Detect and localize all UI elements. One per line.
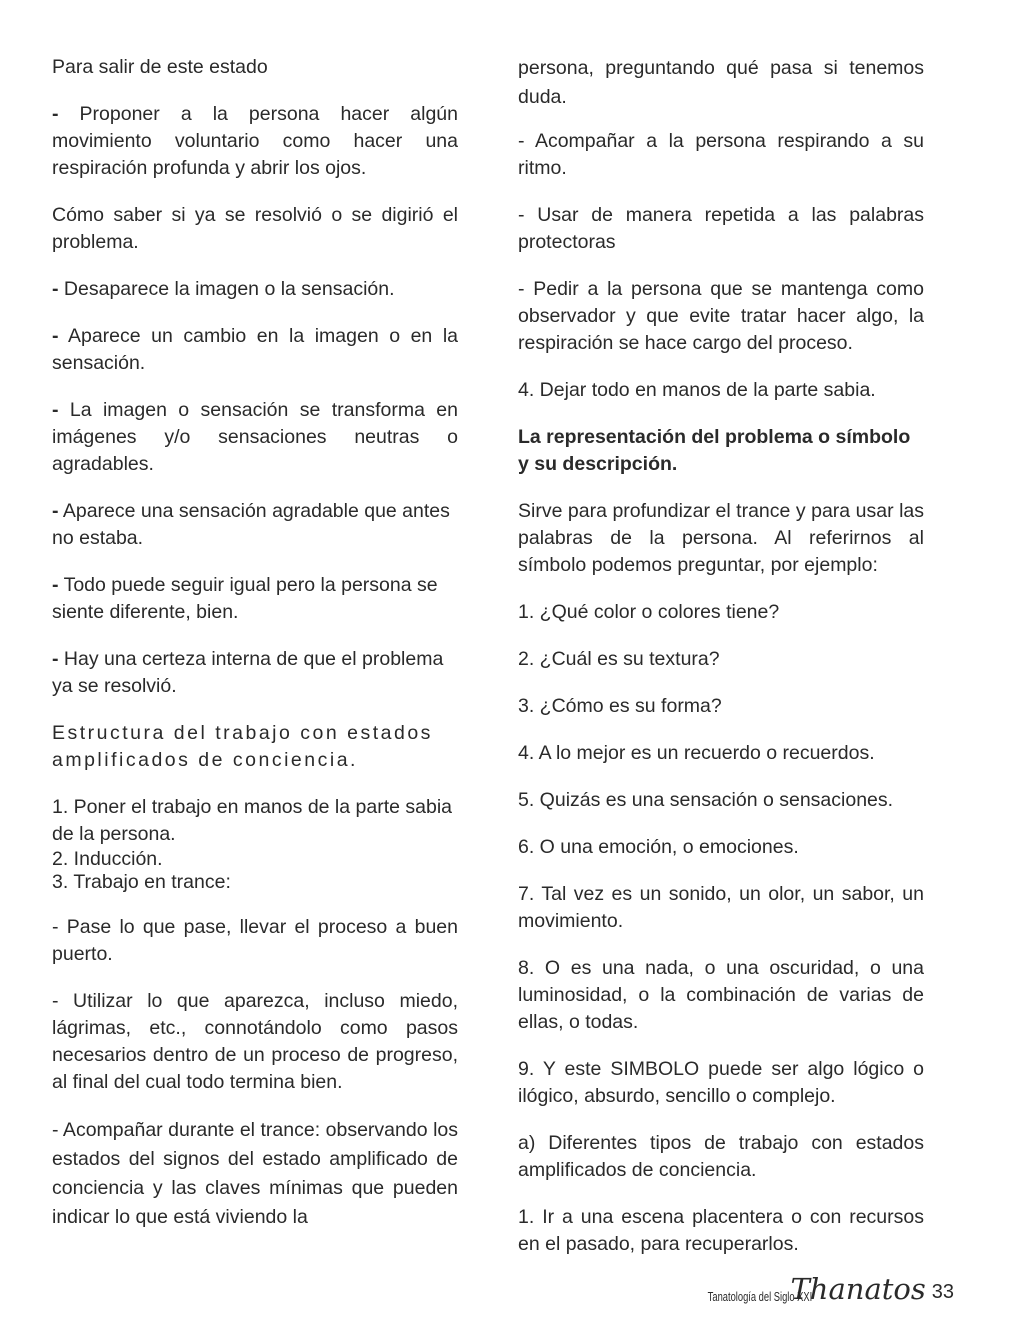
- bullet-dash: -: [52, 648, 59, 670]
- paragraph: - Utilizar lo que aparezca, incluso miedo, lágrimas, etc., connotándolo como pasos necesarios dentro de un proceso de progreso, al final del cual todo termina bien.: [52, 990, 458, 1093]
- list-item: 2. ¿Cuál es su textura?: [518, 648, 720, 670]
- list-item: 7. Tal vez es un sonido, un olor, un sabor, un movimiento.: [518, 883, 924, 932]
- list-item: 6. O una emoción, o emociones.: [518, 836, 799, 858]
- bullet-dash: -: [52, 325, 59, 347]
- magazine-logo: Thanatos: [790, 1272, 926, 1306]
- bullet-dash: -: [52, 500, 59, 522]
- page-number: 33: [931, 1281, 954, 1303]
- paragraph: - La imagen o sensación se transforma en imágenes y/o sensaciones neutras o agradables.: [52, 399, 458, 475]
- list-item: 4. A lo mejor es un recuerdo o recuerdos.: [518, 742, 875, 764]
- paragraph: - Pase lo que pase, llevar el proceso a buen puerto.: [52, 916, 458, 965]
- paragraph: - Desaparece la imagen o la sensación.: [52, 278, 395, 300]
- list-item: 1. ¿Qué color o colores tiene?: [518, 601, 780, 623]
- bullet-dash: -: [52, 278, 59, 300]
- paragraph: Para salir de este estado: [52, 56, 268, 78]
- paragraph: - Hay una certeza interna de que el problema ya se resolvió.: [52, 648, 444, 697]
- paragraph: - Pedir a la persona que se mantenga como observador y que evite tratar hacer algo, la respiración se hace cargo del proceso.: [518, 278, 924, 354]
- paragraph: - Aparece un cambio en la imagen o en la sensación.: [52, 325, 458, 374]
- list-item: 2. Inducción.: [52, 848, 163, 870]
- list-item: 1. Poner el trabajo en manos de la parte sabia de la persona.: [52, 796, 453, 845]
- paragraph: persona, preguntando qué pasa si tenemos duda.: [518, 57, 924, 108]
- paragraph: - Acompañar a la persona respirando a su ritmo.: [518, 130, 924, 179]
- right-column: [518, 54, 924, 1258]
- paragraph: - Todo puede seguir igual pero la persona se siente diferente, bien.: [52, 574, 438, 623]
- page-footer: [667, 1268, 954, 1304]
- paragraph: 4. Dejar todo en manos de la parte sabia.: [518, 379, 876, 401]
- section-heading: La representación del problema o símbolo y su descripción.: [518, 426, 911, 475]
- paragraph: - Acompañar durante el trance: observando los estados del signos del estado amplificado de conciencia y las claves mínimas que pueden indicar lo que está viviendo la: [52, 1119, 458, 1228]
- paragraph: - Proponer a la persona hacer algún movimiento voluntario como hacer una respiración profunda y abrir los ojos.: [52, 103, 458, 179]
- bullet-dash: -: [52, 574, 59, 596]
- list-item: 3. Trabajo en trance:: [52, 871, 231, 893]
- section-heading: Estructura del trabajo con estados amplificados de conciencia.: [52, 722, 433, 771]
- list-item: a) Diferentes tipos de trabajo con estados amplificados de conciencia.: [518, 1132, 924, 1181]
- bullet-dash: -: [52, 399, 59, 421]
- list-item: 8. O es una nada, o una oscuridad, o una luminosidad, o la combinación de varias de ellas, o todas.: [518, 957, 924, 1033]
- bullet-dash: -: [52, 103, 59, 125]
- left-column: [52, 54, 458, 1232]
- paragraph: - Aparece una sensación agradable que antes no estaba.: [52, 500, 450, 549]
- list-item: 9. Y este SIMBOLO puede ser algo lógico o ilógico, absurdo, sencillo o complejo.: [518, 1058, 924, 1107]
- paragraph: Sirve para profundizar el trance y para usar las palabras de la persona. Al referirnos al símbolo podemos preguntar, por ejemplo:: [518, 500, 924, 576]
- list-item: 3. ¿Cómo es su forma?: [518, 695, 722, 717]
- list-item: 5. Quizás es una sensación o sensaciones.: [518, 789, 894, 811]
- paragraph: - Usar de manera repetida a las palabras protectoras: [518, 204, 924, 253]
- list-item: 1. Ir a una escena placentera o con recursos en el pasado, para recuperarlos.: [518, 1206, 924, 1255]
- publication-name: Tanatología del Siglo XXI: [707, 1289, 813, 1304]
- paragraph: Cómo saber si ya se resolvió o se digirió el problema.: [52, 204, 458, 253]
